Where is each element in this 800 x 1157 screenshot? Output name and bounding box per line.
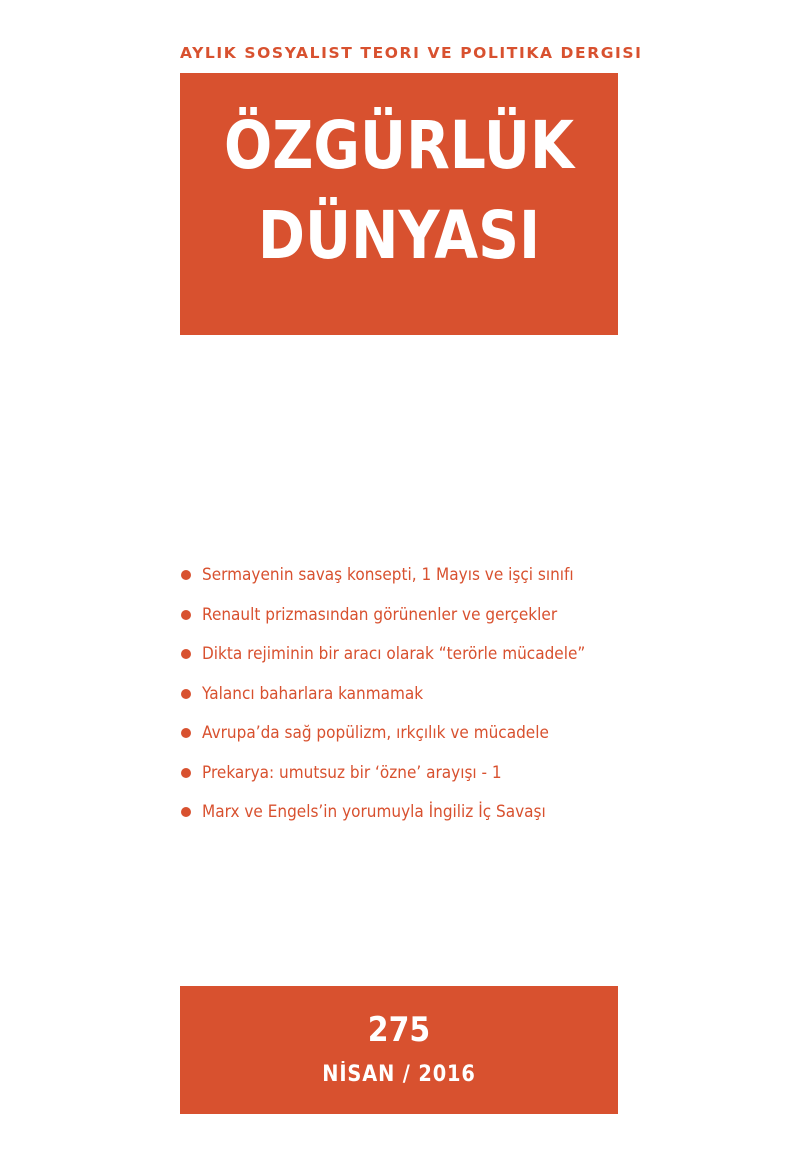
contents-item-label: Prekarya: umutsuz bir ‘özne’ arayışı - 1 bbox=[202, 762, 502, 783]
contents-item bbox=[180, 602, 780, 642]
contents-item bbox=[180, 562, 780, 602]
bullet-dot-icon bbox=[181, 689, 191, 699]
masthead-title-line-1: ÖZGÜRLÜK bbox=[223, 107, 575, 184]
bullet-dot-icon bbox=[181, 768, 191, 778]
contents-item-label: Avrupa’da sağ popülizm, ırkçılık ve mücadele bbox=[202, 723, 549, 743]
bullet-dot-icon bbox=[181, 807, 191, 817]
issue-date: NİSAN / 2016 bbox=[322, 1062, 476, 1087]
contents-item bbox=[180, 641, 780, 681]
bullet-dot-icon bbox=[181, 570, 191, 580]
contents-item bbox=[180, 760, 780, 800]
contents-item-label: Dikta rejiminin bir aracı olarak “terörle mücadele” bbox=[202, 644, 586, 664]
table-of-contents bbox=[180, 562, 780, 839]
issue-number: 275 bbox=[367, 1010, 431, 1050]
contents-item-label: Marx ve Engels’in yorumuyla İngiliz İç Savaşı bbox=[202, 802, 546, 822]
bullet-dot-icon bbox=[181, 649, 191, 659]
bullet-dot-icon bbox=[181, 728, 191, 738]
contents-item bbox=[180, 681, 780, 721]
magazine-tagline: AYLIK SOSYALIST TEORI VE POLITIKA DERGISI bbox=[180, 44, 643, 62]
contents-item bbox=[180, 720, 780, 760]
contents-item bbox=[180, 799, 780, 839]
contents-item-label: Yalancı baharlara kanmamak bbox=[202, 683, 424, 704]
issue-box bbox=[180, 986, 618, 1114]
masthead-box bbox=[180, 73, 618, 335]
bullet-dot-icon bbox=[181, 610, 191, 620]
contents-item-label: Sermayenin savaş konsepti, 1 Mayıs ve işçi sınıfı bbox=[202, 565, 574, 585]
contents-item-label: Renault prizmasından görünenler ve gerçekler bbox=[202, 604, 558, 625]
masthead-title-line-2: DÜNYASI bbox=[257, 197, 541, 274]
